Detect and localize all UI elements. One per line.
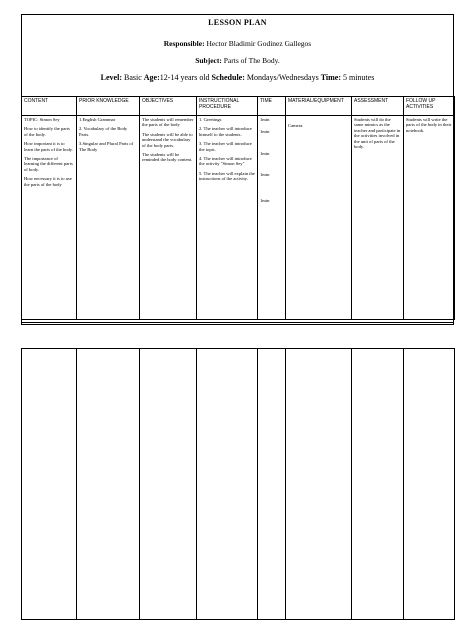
empty-cell	[77, 349, 140, 620]
time-entry: 1min	[260, 150, 270, 156]
header-content: CONTENT	[22, 97, 77, 116]
time-value: 5 minutes	[342, 73, 375, 82]
header-assessment: ASSESSMENT	[352, 97, 404, 116]
assessment-item: Students will do the same mimics as the teacher and participate in the activities involved in the unit of parts of the body.	[354, 117, 401, 150]
empty-cell	[140, 349, 197, 620]
empty-cell	[258, 349, 286, 620]
follow-up-item: Students will write the parts of the body in their notebook.	[406, 117, 452, 133]
objective-item: The students will be able to understand the vocabulary of the body parts.	[142, 131, 193, 148]
assessment-cell	[352, 116, 404, 320]
time-label: Time:	[320, 73, 341, 82]
subject-value: Parts of The Body.	[223, 56, 280, 65]
time-cell	[258, 116, 286, 320]
content-item: The importance of learning the different parts of body.	[24, 156, 73, 172]
lesson-plan-table	[21, 96, 455, 320]
objective-item: The students will be reminded the body content.	[142, 152, 193, 163]
header-prior-knowledge: PRIOR KNOWLEDGE	[77, 97, 140, 116]
table-row	[22, 116, 455, 320]
objectives-cell	[140, 116, 197, 320]
level-value: Basic	[124, 73, 142, 82]
procedure-step: 4. The teacher will introduce the activity "Simon Sey"	[199, 156, 252, 167]
time-entry: 1min	[260, 197, 270, 203]
responsible-line	[22, 39, 453, 48]
prior-knowledge-item: 2. Vocabulary of the Body Parts.	[79, 126, 128, 137]
prior-knowledge-item: 3.Singular and Plural Parts of The Body	[79, 141, 134, 152]
procedure-cell	[197, 116, 258, 320]
age-value: 12-14 years old	[159, 73, 210, 82]
page-title: LESSON PLAN	[208, 18, 267, 27]
empty-table	[21, 348, 455, 620]
level-line	[22, 73, 453, 82]
lesson-plan-header	[22, 15, 453, 95]
content-item: How important it is to learn the parts of the body.	[24, 141, 73, 152]
lesson-plan-page	[21, 14, 454, 325]
time-entry: 1min	[260, 117, 270, 122]
header-follow-up-activities: FOLLOW UP ACTIVITIES	[404, 97, 455, 116]
empty-cell	[352, 349, 404, 620]
material-item: Camera.	[288, 123, 304, 128]
age-label: Age:	[143, 73, 160, 82]
schedule-label: Schedule:	[211, 73, 245, 82]
empty-cell	[22, 349, 77, 620]
time-entry: 1min	[260, 172, 270, 178]
content-cell	[22, 116, 77, 320]
prior-knowledge-cell	[77, 116, 140, 320]
responsible-label: Responsible:	[163, 39, 205, 48]
procedure-step: 2. The teacher will introduce himself to the students.	[199, 126, 252, 137]
content-item: How necessary it is to use the parts of the body	[24, 176, 72, 187]
empty-cell	[404, 349, 455, 620]
page-divider	[21, 322, 454, 323]
material-cell	[286, 116, 352, 320]
responsible-value: Hector Bladimir Godinez Gallegos	[206, 39, 312, 48]
empty-cell	[286, 349, 352, 620]
schedule-value: Mondays/Wednesdays	[246, 73, 319, 82]
empty-table-page	[21, 348, 454, 620]
table-row	[22, 349, 455, 620]
procedure-step: 5. The teacher will explain the instructions of the activity.	[199, 170, 255, 182]
header-instructional-procedure: INSTRUCTIONAL PROCEDURE	[197, 97, 258, 116]
time-entry: 1min	[260, 129, 270, 135]
content-item: TOPIC: Simon Sey	[24, 117, 60, 122]
level-label: Level:	[100, 73, 122, 82]
prior-knowledge-item: 1.English Grammar	[79, 117, 116, 122]
procedure-step: 1. Greetings	[199, 117, 222, 122]
objective-item: The students will remember the parts of the body	[142, 117, 194, 128]
empty-cell	[197, 349, 258, 620]
header-material-equipment: MATERIAL/EQUIPMENT	[286, 97, 352, 116]
content-item: How to identify the parts of the body.	[24, 126, 70, 137]
procedure-step: 3. The teacher will introduce the topic.	[199, 141, 252, 152]
subject-line	[22, 56, 453, 65]
subject-label: Subject:	[195, 56, 222, 65]
follow-up-cell	[404, 116, 455, 320]
header-objectives: OBJECTIVES	[140, 97, 197, 116]
header-time: TIME	[258, 97, 286, 116]
table-header-row	[22, 97, 455, 116]
